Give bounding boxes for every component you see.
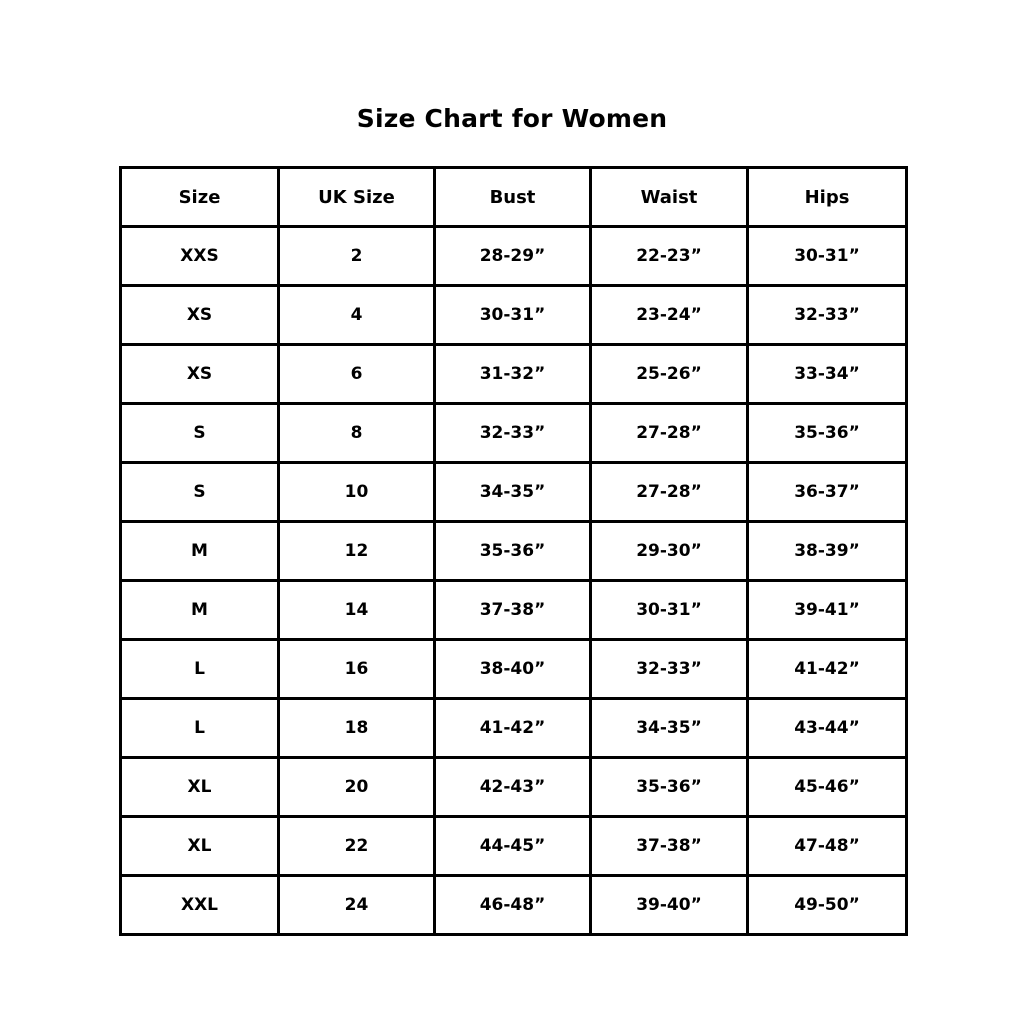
table-row	[121, 463, 907, 522]
cell-waist: 39-40”	[591, 876, 748, 935]
cell-hips: 32-33”	[748, 286, 907, 345]
cell-hips: 35-36”	[748, 404, 907, 463]
column-header-hips: Hips	[748, 168, 907, 227]
cell-uk-size: 16	[279, 640, 435, 699]
cell-hips: 43-44”	[748, 699, 907, 758]
cell-hips: 45-46”	[748, 758, 907, 817]
cell-bust: 32-33”	[435, 404, 591, 463]
cell-waist: 30-31”	[591, 581, 748, 640]
cell-waist: 23-24”	[591, 286, 748, 345]
table-row	[121, 227, 907, 286]
table-row	[121, 758, 907, 817]
cell-waist: 32-33”	[591, 640, 748, 699]
cell-waist: 25-26”	[591, 345, 748, 404]
cell-uk-size: 12	[279, 522, 435, 581]
table-row	[121, 404, 907, 463]
cell-hips: 41-42”	[748, 640, 907, 699]
table-body	[121, 227, 907, 935]
cell-uk-size: 20	[279, 758, 435, 817]
cell-uk-size: 2	[279, 227, 435, 286]
cell-uk-size: 8	[279, 404, 435, 463]
cell-size: XXS	[121, 227, 279, 286]
table-row	[121, 817, 907, 876]
cell-uk-size: 10	[279, 463, 435, 522]
table-row	[121, 286, 907, 345]
cell-size: XXL	[121, 876, 279, 935]
cell-bust: 46-48”	[435, 876, 591, 935]
table-row	[121, 522, 907, 581]
cell-size: M	[121, 581, 279, 640]
cell-bust: 28-29”	[435, 227, 591, 286]
cell-uk-size: 14	[279, 581, 435, 640]
cell-bust: 41-42”	[435, 699, 591, 758]
cell-bust: 31-32”	[435, 345, 591, 404]
cell-hips: 38-39”	[748, 522, 907, 581]
cell-size: XL	[121, 758, 279, 817]
cell-uk-size: 6	[279, 345, 435, 404]
cell-size: L	[121, 699, 279, 758]
cell-size: S	[121, 404, 279, 463]
cell-waist: 35-36”	[591, 758, 748, 817]
table-header-row	[121, 168, 907, 227]
table-header	[121, 168, 907, 227]
cell-waist: 34-35”	[591, 699, 748, 758]
cell-waist: 29-30”	[591, 522, 748, 581]
cell-waist: 27-28”	[591, 463, 748, 522]
table-row	[121, 640, 907, 699]
column-header-size: Size	[121, 168, 279, 227]
cell-uk-size: 24	[279, 876, 435, 935]
cell-hips: 39-41”	[748, 581, 907, 640]
size-table	[119, 166, 908, 936]
cell-hips: 36-37”	[748, 463, 907, 522]
cell-waist: 22-23”	[591, 227, 748, 286]
cell-waist: 27-28”	[591, 404, 748, 463]
cell-bust: 44-45”	[435, 817, 591, 876]
cell-size: XL	[121, 817, 279, 876]
cell-hips: 49-50”	[748, 876, 907, 935]
cell-size: L	[121, 640, 279, 699]
cell-bust: 42-43”	[435, 758, 591, 817]
cell-hips: 30-31”	[748, 227, 907, 286]
page-title: Size Chart for Women	[356, 104, 668, 133]
column-header-bust: Bust	[435, 168, 591, 227]
cell-bust: 30-31”	[435, 286, 591, 345]
cell-waist: 37-38”	[591, 817, 748, 876]
table-row	[121, 699, 907, 758]
cell-size: XS	[121, 286, 279, 345]
table-row	[121, 345, 907, 404]
cell-uk-size: 18	[279, 699, 435, 758]
cell-size: S	[121, 463, 279, 522]
cell-hips: 33-34”	[748, 345, 907, 404]
table-row	[121, 581, 907, 640]
cell-uk-size: 22	[279, 817, 435, 876]
cell-size: XS	[121, 345, 279, 404]
column-header-waist: Waist	[591, 168, 748, 227]
cell-bust: 34-35”	[435, 463, 591, 522]
cell-hips: 47-48”	[748, 817, 907, 876]
cell-size: M	[121, 522, 279, 581]
cell-uk-size: 4	[279, 286, 435, 345]
cell-bust: 35-36”	[435, 522, 591, 581]
cell-bust: 37-38”	[435, 581, 591, 640]
cell-bust: 38-40”	[435, 640, 591, 699]
table-row	[121, 876, 907, 935]
size-table-container	[119, 166, 905, 936]
column-header-uk-size: UK Size	[279, 168, 435, 227]
